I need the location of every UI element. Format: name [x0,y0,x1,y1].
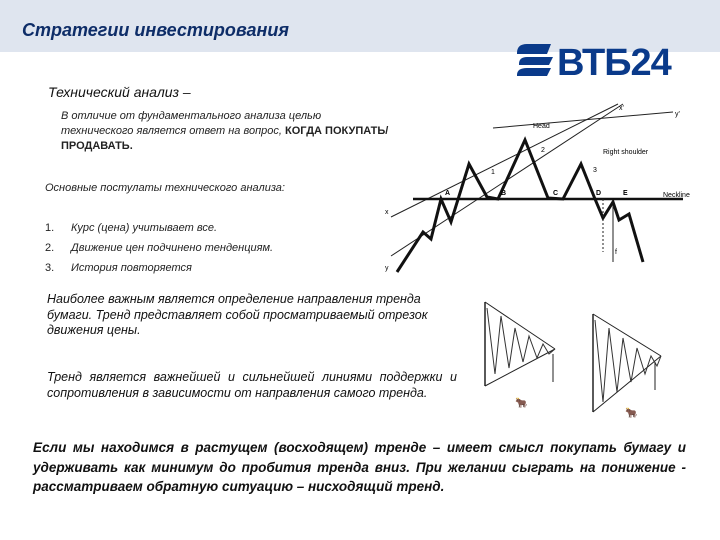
triangle-lower-line [593,356,661,412]
point-a-label: A [445,190,451,197]
x-prime-label: x' [619,105,624,112]
trend-line-top [493,112,673,128]
point-d-label: D [596,190,602,197]
point-b-label: B [501,190,507,197]
vtb-logo-icon [513,40,557,80]
point-2-label: 2 [541,147,545,154]
point-3-label: 3 [593,167,597,174]
triangle-price-line [595,320,661,402]
y-label: y [385,265,389,272]
postulates-heading: Основные постулаты технического анализа: [45,182,285,194]
list-item [45,242,385,262]
price-line [397,140,643,272]
trend-direction-paragraph: Наиболее важным является определение направления тренда бумаги. Тренд представляет собой просматриваемый отрезок движения цены. [47,292,428,337]
conclusion-paragraph: Если мы находимся в растущем (восходящем) тренде – имеет смысл покупать бумагу и удерживать как минимум до пробития тренда вниз. При желании сыграть на понижение - рассматриваем обратную ситуацию – нисходящий тренд. [33,440,686,494]
triangle-patterns-chart [475,294,695,422]
logo-text: ВТБ24 [557,42,671,84]
neckline-label: Neckline [663,192,690,199]
y-prime-label: y' [675,111,680,118]
bear-icon: 🐂 [515,398,528,409]
support-resistance-paragraph: Тренд является важнейшей и сильнейшей линиями поддержки и сопротивления в зависимости от направления самого тренда. [47,370,457,400]
x-label: x [385,209,389,216]
intro-text [61,109,391,154]
point-1-label: 1 [491,169,495,176]
section-heading: Технический анализ – [48,84,191,100]
postulates-list [45,222,385,282]
head-shoulders-chart [383,102,703,277]
list-item [45,222,385,242]
list-item-number: 1. [45,222,55,234]
head-label: Head [533,123,550,130]
list-item-text: История повторяется [71,262,192,274]
vtb24-logo [513,40,683,94]
point-c-label: C [553,190,559,197]
ascending-triangle [593,314,661,419]
descending-triangle [485,302,555,409]
list-item-number: 2. [45,242,55,254]
list-item-text: Курс (цена) учитывает все. [71,222,218,234]
list-item-text: Движение цен подчинено тенденциям. [71,242,274,254]
f-label: f [615,249,617,256]
triangle-upper-line [485,302,555,349]
list-item [45,262,385,282]
intro-emphasis: КОГДА ПОКУПАТЬ/ПРОДАВАТЬ. [61,125,389,152]
right-shoulder-label: Right shoulder [603,149,649,156]
list-item-number: 3. [45,262,55,274]
intro-body: В отличие от фундаментального анализа целью технического является ответ на вопрос, [61,110,322,137]
triangle-price-line [487,308,555,374]
triangle-upper-line [593,314,661,356]
page-title: Стратегии инвестирования [22,20,290,40]
point-e-label: E [623,190,628,197]
bull-icon: 🐂 [625,408,638,419]
